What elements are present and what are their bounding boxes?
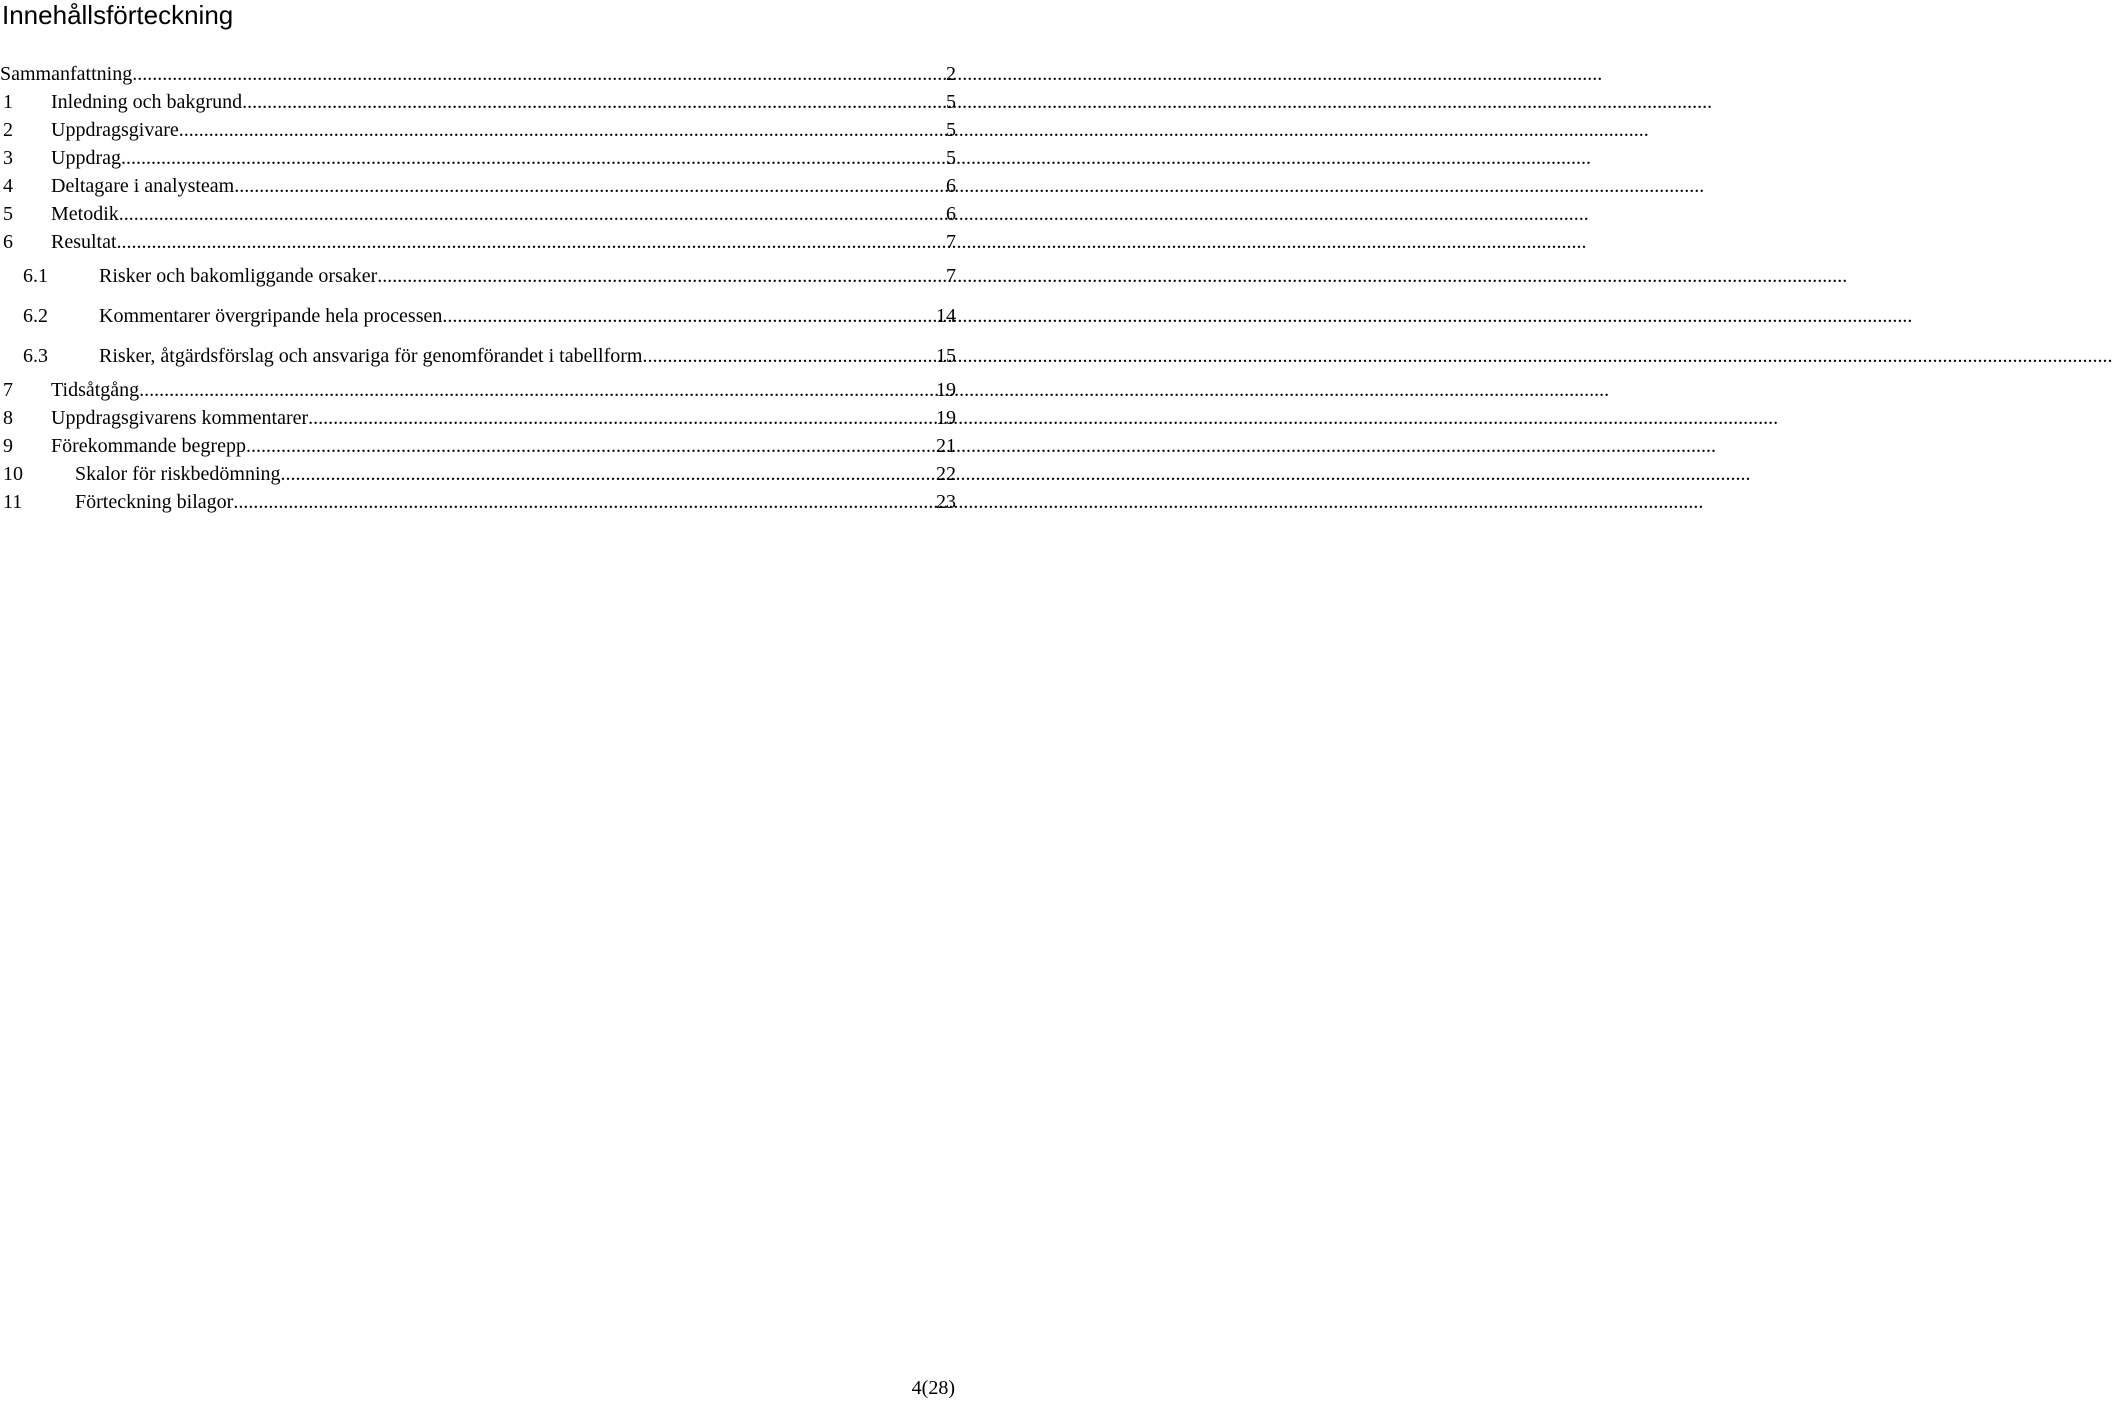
toc-entry-6-3[interactable] xyxy=(0,336,956,376)
toc-entry-title: Risker, åtgärdsförslag och ansvariga för genomförandet i tabellform xyxy=(99,345,643,367)
toc-entry-title: Metodik xyxy=(51,203,119,225)
toc-entry-number: 6.3 xyxy=(23,345,48,367)
toc-entry-title: Tidsåtgång xyxy=(51,379,140,401)
toc-entry-2[interactable] xyxy=(0,116,956,144)
toc-entry-5[interactable] xyxy=(0,200,956,228)
dot-leader xyxy=(442,296,935,336)
toc-entry-title: Resultat xyxy=(51,231,117,253)
toc-entry-page: 7 xyxy=(946,231,956,253)
dot-leader xyxy=(377,256,945,296)
page-number: 4(28) xyxy=(911,1377,955,1399)
toc-entry-6-1[interactable] xyxy=(0,256,956,296)
dot-leader xyxy=(281,460,935,488)
dot-leader xyxy=(119,200,945,228)
dot-leader xyxy=(139,376,935,404)
toc-entry-title: Förekommande begrepp xyxy=(51,435,246,457)
toc-entry-page: 5 xyxy=(946,91,956,113)
dot-leader xyxy=(233,488,935,516)
toc-entry-title: Uppdragsgivare xyxy=(51,119,179,141)
toc-entry-title: Sammanfattning xyxy=(0,63,133,85)
toc-entry-number: 11 xyxy=(3,491,23,513)
toc-entry-number: 7 xyxy=(3,379,13,401)
toc-entry-title: Risker och bakomliggande orsaker xyxy=(99,265,378,287)
toc-entry-number: 8 xyxy=(3,407,13,429)
toc-entry-title: Inledning och bakgrund xyxy=(51,91,243,113)
toc-entry-page: 6 xyxy=(946,203,956,225)
toc-entry-number: 9 xyxy=(3,435,13,457)
toc-entry-number: 10 xyxy=(3,463,23,485)
toc-entry-6[interactable] xyxy=(0,228,956,256)
toc-entry-page: 22 xyxy=(936,463,956,485)
toc-entry-page: 2 xyxy=(946,63,956,85)
dot-leader xyxy=(121,144,945,172)
toc-entry-title: Kommentarer övergripande hela processen xyxy=(99,305,443,327)
toc-entry-8[interactable] xyxy=(0,404,956,432)
toc-entry-title: Uppdrag xyxy=(51,147,121,169)
toc-entry-page: 7 xyxy=(946,265,956,287)
dot-leader xyxy=(234,172,945,200)
toc-entry-title: Förteckning bilagor xyxy=(75,491,234,513)
toc-entry-number: 6.2 xyxy=(23,305,48,327)
toc-entry-11[interactable] xyxy=(0,488,956,516)
page-title: Innehållsförteckning xyxy=(2,0,234,30)
toc-entry-page: 6 xyxy=(946,175,956,197)
toc-entry-page: 5 xyxy=(946,147,956,169)
dot-leader xyxy=(132,60,945,88)
toc-entry-sammanfattning[interactable] xyxy=(0,60,956,88)
toc-entry-4[interactable] xyxy=(0,172,956,200)
toc-entry-title: Skalor för riskbedömning xyxy=(75,463,281,485)
toc-entry-9[interactable] xyxy=(0,432,956,460)
dot-leader xyxy=(117,228,945,256)
toc-entry-page: 21 xyxy=(936,435,956,457)
toc-entry-number: 1 xyxy=(3,91,13,113)
toc-entry-number: 4 xyxy=(3,175,13,197)
toc-entry-number: 5 xyxy=(3,203,13,225)
toc-entry-number: 6 xyxy=(3,231,13,253)
toc-entry-title: Deltagare i analysteam xyxy=(51,175,235,197)
dot-leader xyxy=(242,88,945,116)
toc-entry-7[interactable] xyxy=(0,376,956,404)
toc-entry-page: 19 xyxy=(936,407,956,429)
dot-leader xyxy=(642,336,935,376)
toc-entry-number: 2 xyxy=(3,119,13,141)
toc-entry-page: 19 xyxy=(936,379,956,401)
dot-leader xyxy=(179,116,945,144)
toc-entry-1[interactable] xyxy=(0,88,956,116)
toc-entry-number: 6.1 xyxy=(23,265,48,287)
toc-entry-number: 3 xyxy=(3,147,13,169)
toc-entry-title: Uppdragsgivarens kommentarer xyxy=(51,407,309,429)
dot-leader xyxy=(308,404,935,432)
toc-entry-page: 14 xyxy=(936,305,956,327)
toc-entry-6-2[interactable] xyxy=(0,296,956,336)
toc-entry-page: 23 xyxy=(936,491,956,513)
toc-entry-10[interactable] xyxy=(0,460,956,488)
table-of-contents xyxy=(0,60,956,516)
toc-entry-3[interactable] xyxy=(0,144,956,172)
dot-leader xyxy=(246,432,935,460)
toc-entry-page: 5 xyxy=(946,119,956,141)
toc-entry-page: 15 xyxy=(936,345,956,367)
